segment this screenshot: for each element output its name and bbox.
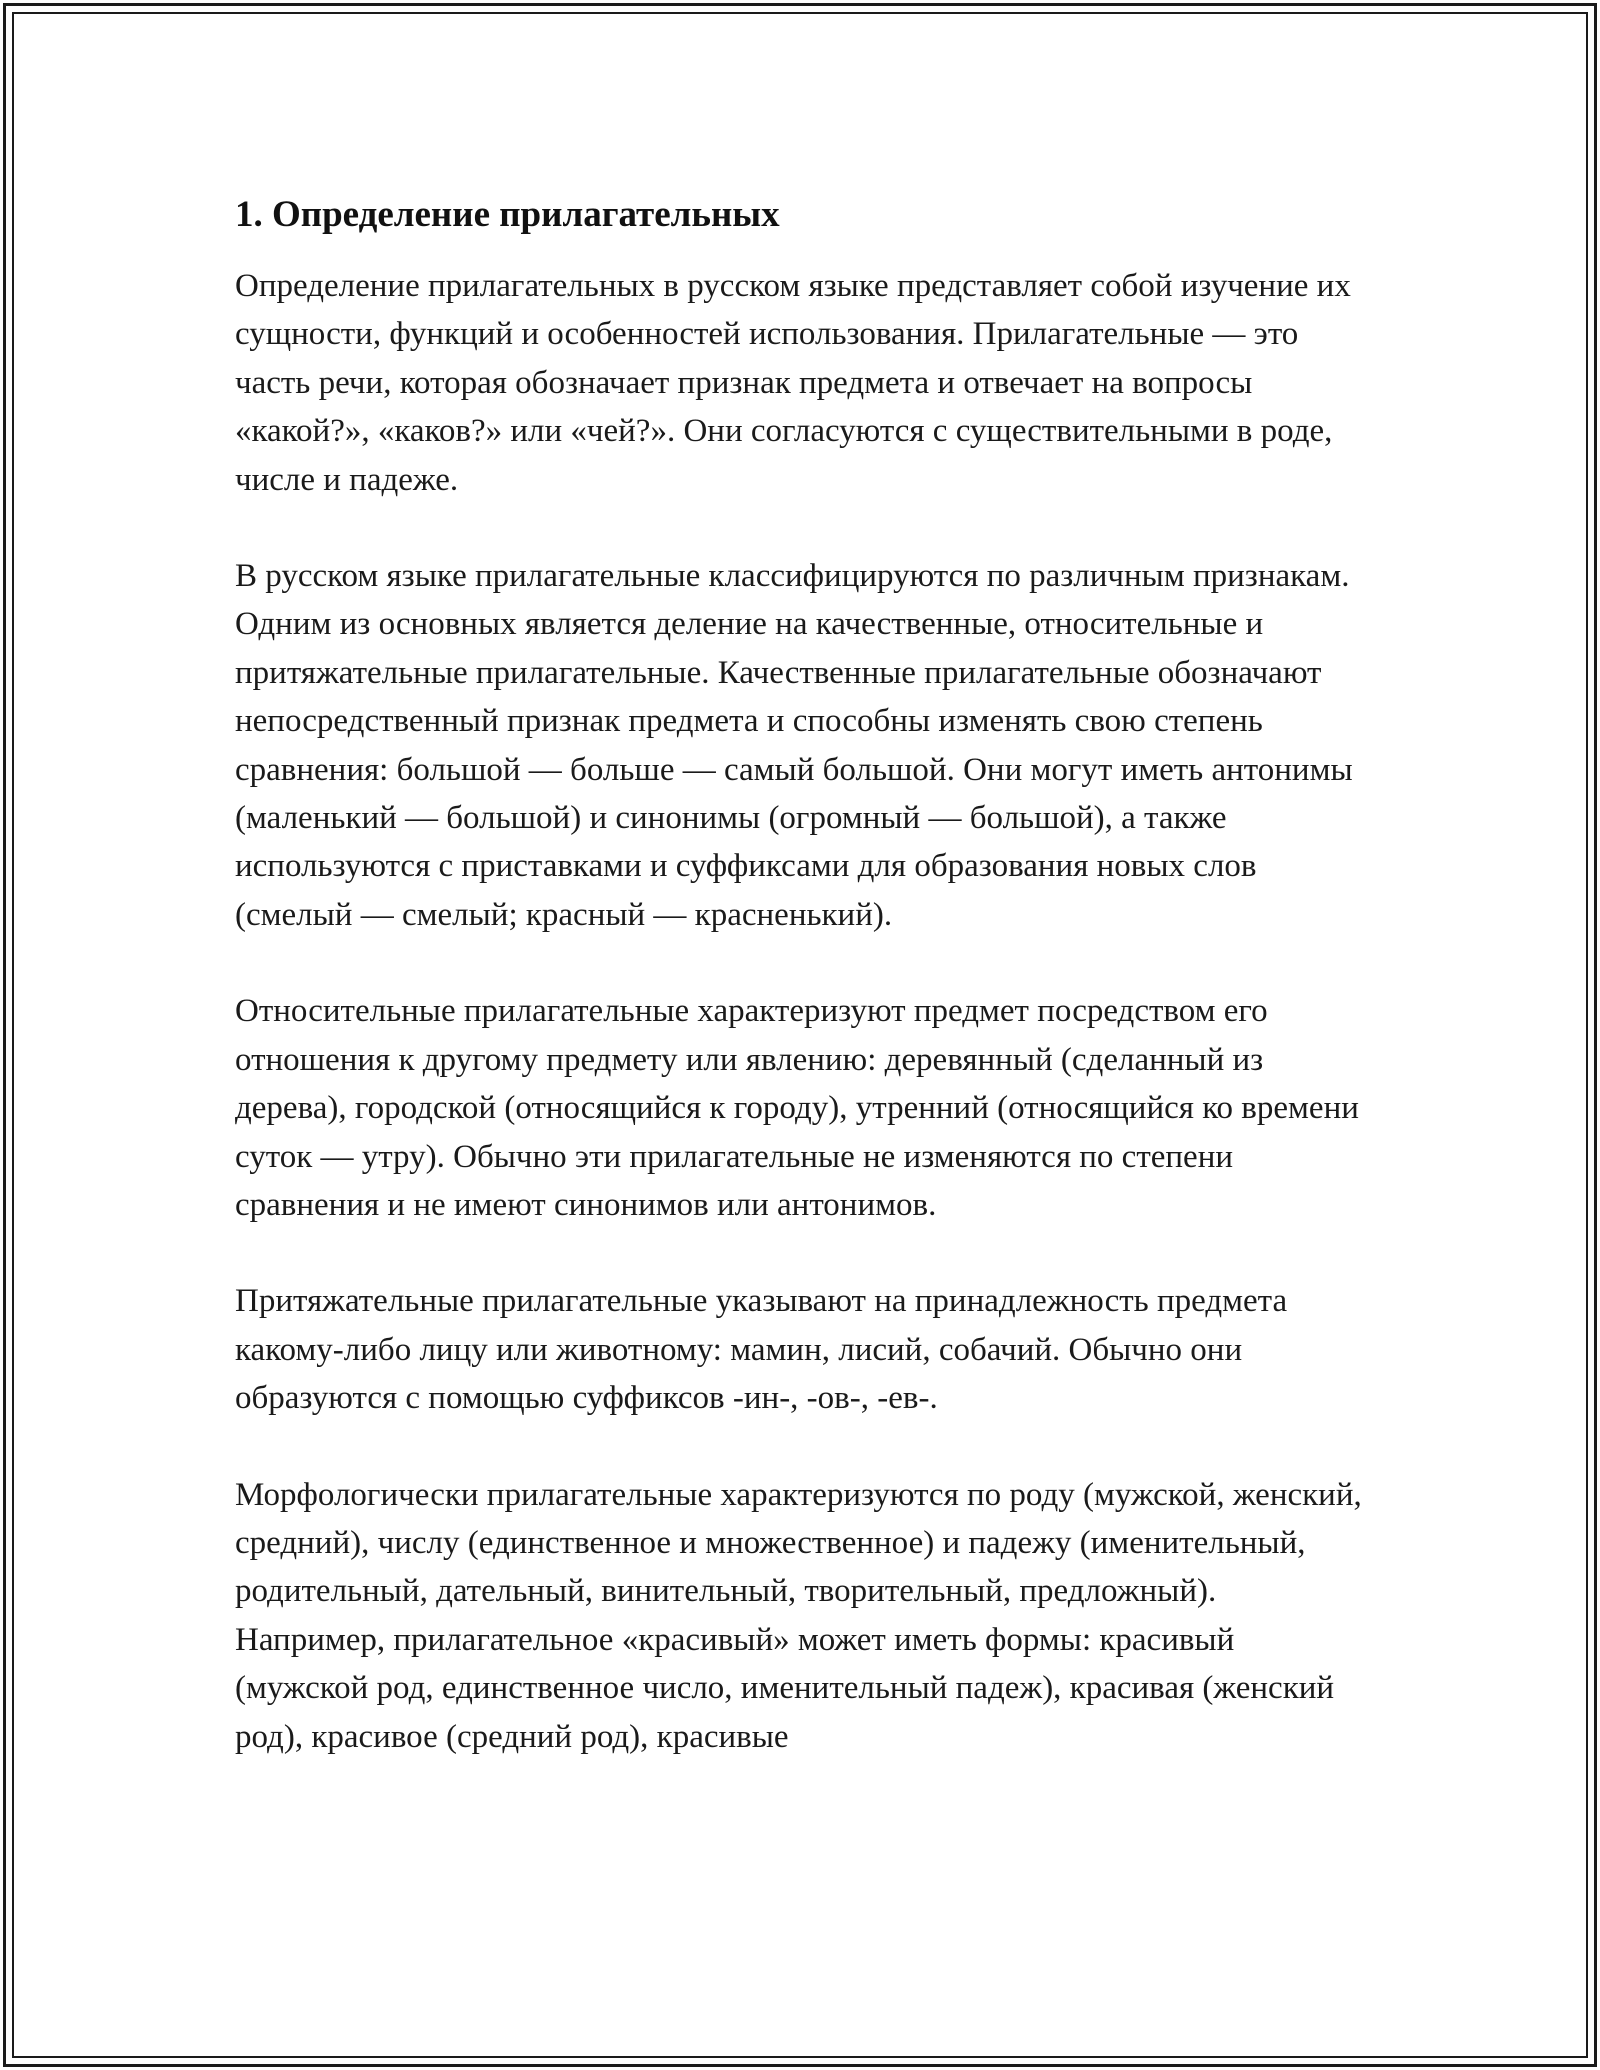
paragraph-morphology: Морфологически прилагательные характеризуются по роду (мужской, женский, средний), числу (единственное и множественное) и падежу (именительный, родительный, дательный, винительный, творительный, предложный). Например, прилагательное «красивый» может иметь формы: красивый (мужской род, единственное число, именительный падеж), красивая (женский род), красивое (средний род), красивые <box>235 1476 1362 1755</box>
paragraph-definition: Определение прилагательных в русском языке представляет собой изучение их сущности, функций и особенностей использования. Прилагательные — это часть речи, которая обозначает признак предмета и отвечает на вопросы «какой?», «каков?» или «чей?». Они согласуются с существительными в роде, числе и падеже. <box>235 268 1351 498</box>
paragraph-possessive-adjectives: Притяжательные прилагательные указывают на принадлежность предмета какому-либо лицу или животному: мамин, лисий, собачий. Обычно они образуются с помощью суффиксов -ин-, -ов-, -ев-. <box>235 1283 1288 1417</box>
paragraph-classification: В русском языке прилагательные классифицируются по различным признакам. Одним из основных является деление на качественные, относительные и притяжательные прилагательные. Качественные прилагательные обозначают непосредственный признак предмета и способны изменять свою степень сравнения: большой — больше — самый большой. Они могут иметь антонимы (маленький — большой) и синонимы (огромный — большой), а также используются с приставками и суффиксами для образования новых слов (смелый — смелый; красный — красненький). <box>235 558 1353 933</box>
section-heading: 1. Определение прилагательных <box>235 194 780 235</box>
document-body <box>235 188 1365 1809</box>
paragraph-relative-adjectives: Относительные прилагательные характеризуют предмет посредством его отношения к другому предмету или явлению: деревянный (сделанный из дерева), городской (относящийся к городу), утренний (относящийся ко времени суток — утру). Обычно эти прилагательные не изменяются по степени сравнения и не имеют синонимов или антонимов. <box>235 993 1359 1223</box>
